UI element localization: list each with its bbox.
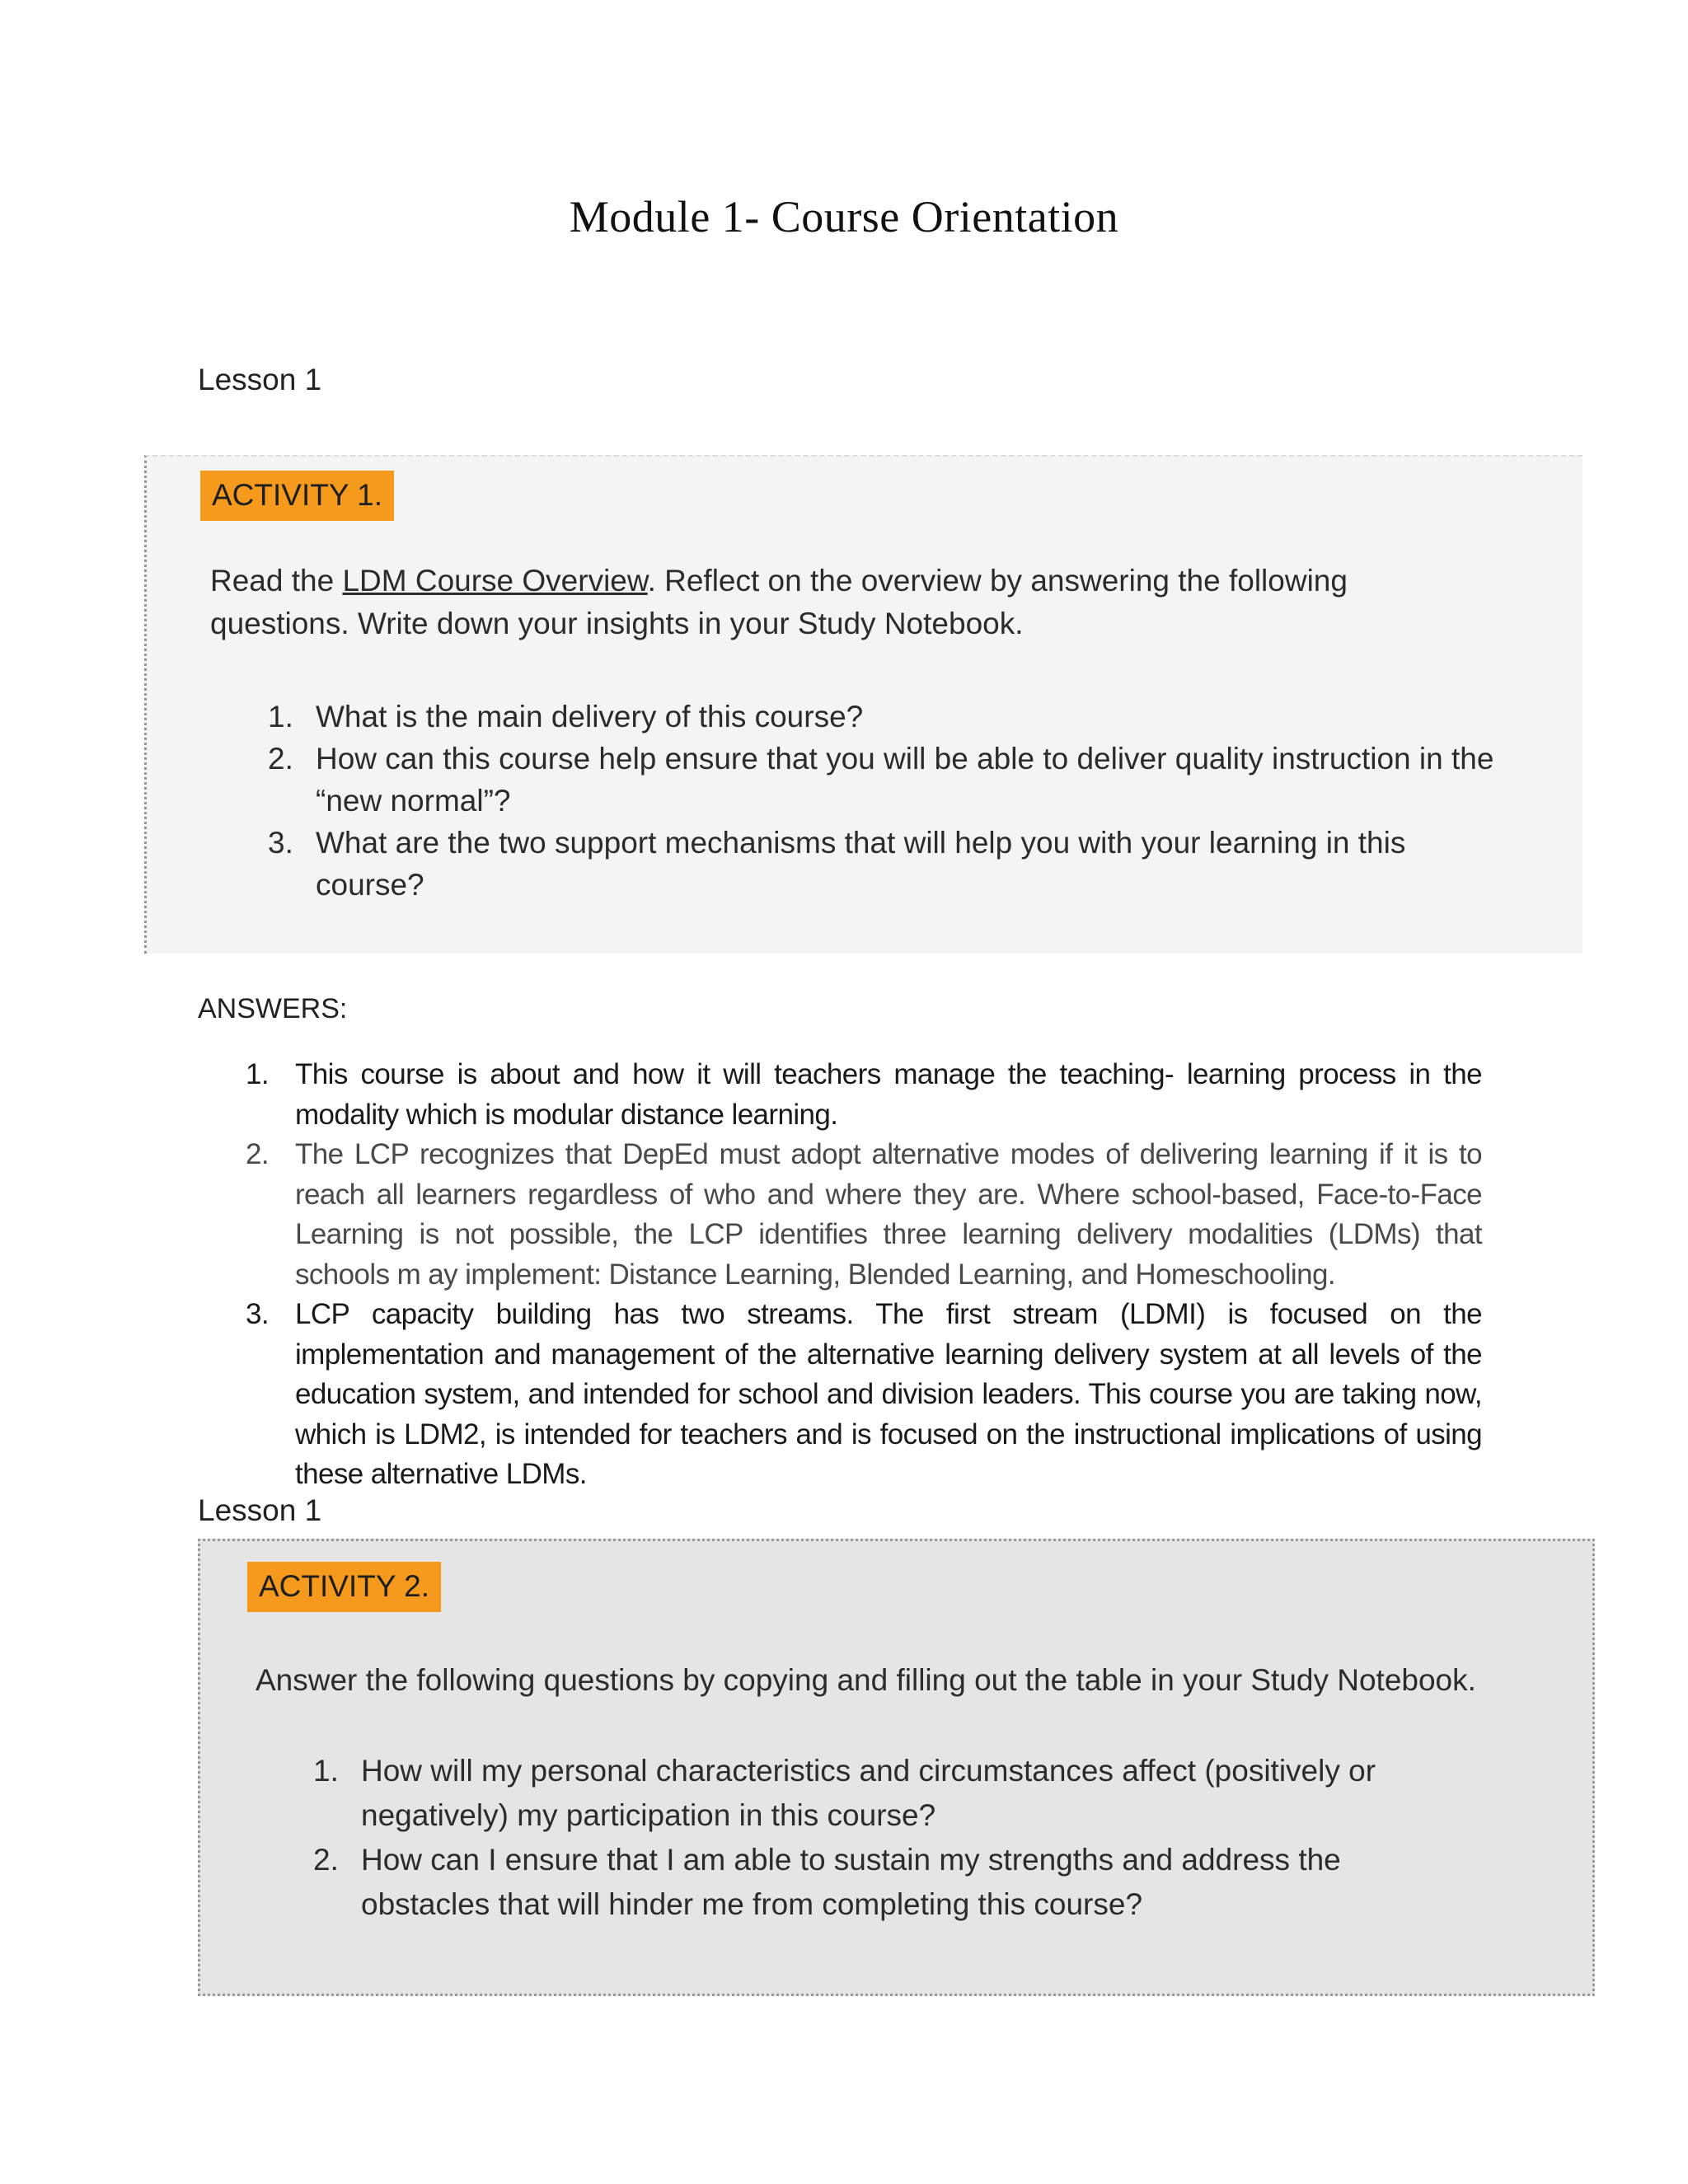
item-number: 2.	[268, 742, 293, 776]
lesson-heading-2: Lesson 1	[198, 1493, 322, 1527]
item-number: 2.	[313, 1843, 339, 1877]
answers-label: ANSWERS:	[198, 993, 348, 1024]
list-item	[246, 1135, 1482, 1295]
item-number: 1.	[246, 1058, 269, 1090]
item-text: How will my personal characteristics and circumstances affect (positively or negatively) my participation in this course?	[361, 1754, 1376, 1832]
item-text: LCP capacity building has two streams. The first stream (LDMI) is focused on the implementation and management of the alternative learning delivery system at all levels of the education system, and intended for school and division leaders. This course you are taking now, which is LDM2, is intended for teachers and is focused on the instructional implications of using these alternative LDMs.	[295, 1298, 1482, 1490]
list-item	[246, 1055, 1482, 1135]
item-number: 1.	[313, 1754, 339, 1788]
item-text: What are the two support mechanisms that will help you with your learning in this course?	[316, 826, 1406, 902]
list-item	[313, 1749, 1418, 1838]
intro-text: Read the	[210, 564, 343, 598]
list-item	[268, 738, 1521, 822]
list-item	[268, 822, 1521, 906]
item-text: How can this course help ensure that you will be able to deliver quality instruction in the “new normal”?	[316, 742, 1494, 818]
activity-1-badge: ACTIVITY 1.	[200, 471, 394, 521]
activity-2-panel	[198, 1539, 1595, 1996]
item-number: 2.	[246, 1138, 269, 1170]
item-text: The LCP recognizes that DepEd must adopt alternative modes of delivering learning if it is to reach all learners regardless of who and where they are. Where school-based, Face-to-Face Learning is not possible, the LCP identifies three learning delivery modalities (LDMs) that schools m ay implement: Distance Learning, Blended Learning, and Homeschooling.	[295, 1138, 1482, 1291]
ldm-course-overview-link[interactable]: LDM Course Overview	[342, 564, 648, 598]
item-text: This course is about and how it will teachers manage the teaching- learning process in the modality which is modular distance learning.	[295, 1058, 1482, 1131]
item-number: 3.	[246, 1298, 269, 1330]
activity-2-questions	[313, 1749, 1418, 1927]
item-number: 3.	[268, 826, 293, 860]
activity-2-instructions: Answer the following questions by copying and filling out the table in your Study Notebook.	[256, 1663, 1476, 1697]
answers-list	[246, 1055, 1482, 1495]
list-item	[246, 1295, 1482, 1495]
page-title: Module 1- Course Orientation	[569, 192, 1119, 241]
activity-2-badge: ACTIVITY 2.	[247, 1562, 441, 1612]
item-number: 1.	[268, 700, 293, 733]
item-text: How can I ensure that I am able to sustain my strengths and address the obstacles that will hinder me from completing this course?	[361, 1843, 1341, 1921]
list-item	[268, 696, 1521, 738]
activity-1-panel	[144, 455, 1582, 954]
list-item	[313, 1838, 1418, 1927]
activity-1-instructions	[210, 560, 1463, 645]
lesson-heading-1: Lesson 1	[198, 363, 322, 396]
intro-text-rest: . Reflect on the overview by answering the following questions. Write down your insights in your Study Notebook.	[210, 564, 1348, 640]
item-text: What is the main delivery of this course?	[316, 700, 864, 733]
activity-1-questions	[268, 696, 1521, 906]
